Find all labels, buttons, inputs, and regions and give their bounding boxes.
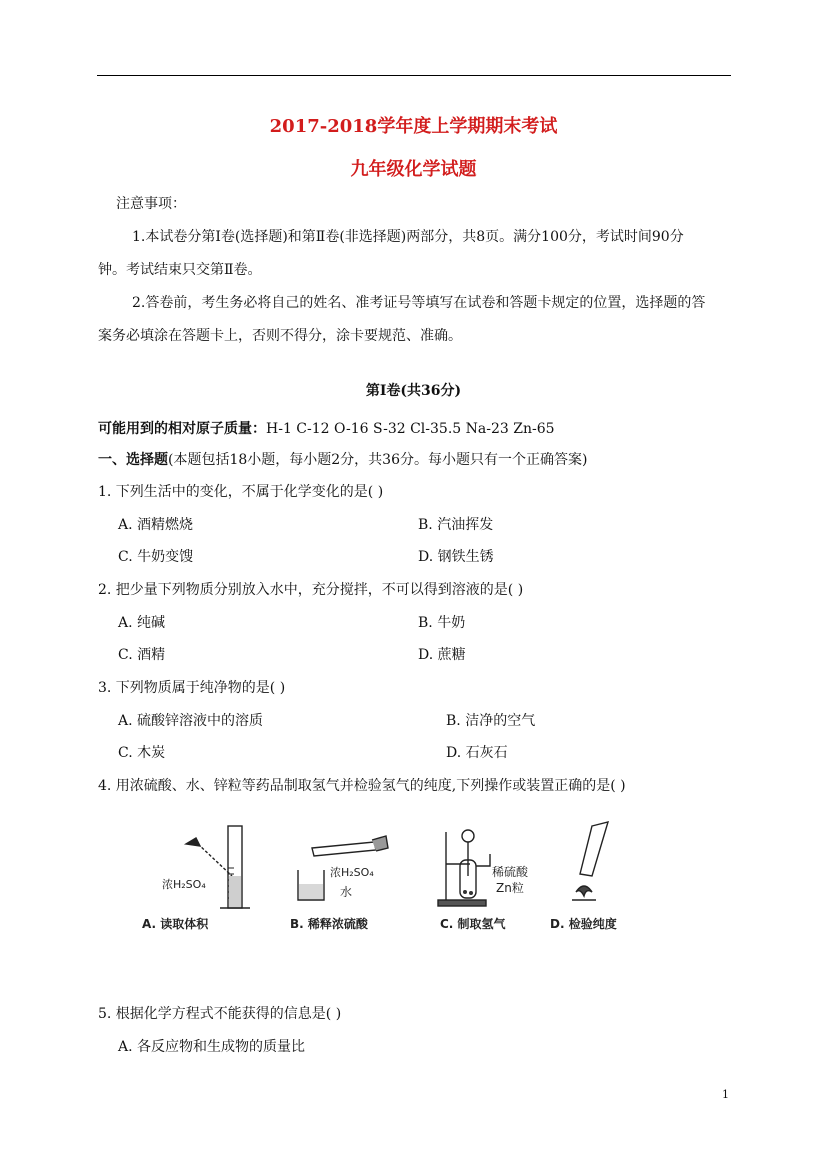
- note-2-line-2: 案务必填涂在答题卡上，否则不得分，涂卡要规范、准确。: [98, 328, 462, 344]
- label-c-acid: 稀硫酸: [492, 865, 529, 879]
- sight-line: [198, 844, 232, 876]
- question-5-option-a: A. 各反应物和生成物的质量比: [118, 1039, 306, 1055]
- question-2-option-d: D. 蔗糖: [418, 647, 466, 663]
- question-2-stem: 2. 把少量下列物质分别放入水中，充分搅拌，不可以得到溶液的是( ): [98, 582, 524, 598]
- label-b-water: 水: [340, 885, 353, 899]
- question-3-stem: 3. 下列物质属于纯净物的是( ): [98, 680, 286, 696]
- caption-d: D. 检验纯度: [550, 917, 617, 931]
- exam-title: 2017-2018学年度上学期期末考试: [269, 116, 558, 137]
- question-2-option-b: B. 牛奶: [418, 615, 466, 631]
- label-b-reagent: 浓H₂SO₄: [330, 866, 374, 879]
- atomic-mass-line: [98, 418, 555, 438]
- cylinder-liquid: [229, 876, 241, 907]
- question-2-option-a: A. 纯碱: [118, 615, 166, 631]
- section-heading: [98, 449, 587, 469]
- question-3-option-d: D. 石灰石: [446, 745, 508, 761]
- beaker-water: [299, 884, 323, 899]
- inverted-test-tube: [580, 822, 608, 876]
- label-c-zn: Zn粒: [496, 881, 524, 895]
- header-rule: [97, 75, 731, 76]
- note-1-line-1: 1.本试卷分第Ⅰ卷(选择题)和第Ⅱ卷(非选择题)两部分，共8页。满分100分，考试时间90分: [132, 229, 684, 245]
- caption-a: A. 读取体积: [142, 917, 209, 931]
- caption-b: B. 稀释浓硫酸: [290, 917, 368, 931]
- flame-icon: [576, 886, 592, 896]
- part1-heading: 第Ⅰ卷(共36分): [365, 383, 462, 399]
- acid-bottle-mouth: [372, 836, 388, 851]
- notes-heading: 注意事项：: [116, 196, 186, 212]
- funnel-bulb: [462, 830, 474, 842]
- note-1-line-2: 钟。考试结束只交第Ⅱ卷。: [98, 262, 262, 278]
- page-number: 1: [722, 1088, 729, 1101]
- section-desc: (本题包括18小题，每小题2分，共36分。每小题只有一个正确答案): [168, 452, 588, 468]
- figure-a-reading-volume: [186, 826, 250, 908]
- question-5-stem: 5. 根据化学方程式不能获得的信息是( ): [98, 1006, 342, 1022]
- figure-c-making-hydrogen: [438, 830, 490, 906]
- exam-subtitle: 九年级化学试题: [350, 159, 477, 180]
- note-2-line-1: 2.答卷前，考生务必将自己的姓名、准考证号等填写在试卷和答题卡规定的位置，选择题的答: [132, 295, 706, 311]
- question-3-option-b: B. 洁净的空气: [446, 713, 536, 729]
- apparatus-figure: [140, 818, 660, 938]
- acid-tube: [312, 842, 376, 856]
- question-1-stem: 1. 下列生活中的变化，不属于化学变化的是( ): [98, 484, 384, 500]
- question-3-option-a: A. 硫酸锌溶液中的溶质: [118, 713, 264, 729]
- caption-c: C. 制取氢气: [440, 917, 506, 931]
- delivery-tube: [476, 854, 490, 866]
- question-1-option-b: B. 汽油挥发: [418, 517, 494, 533]
- question-3-option-c: C. 木炭: [118, 745, 166, 761]
- label-a-reagent: 浓H₂SO₄: [162, 878, 206, 891]
- question-1-option-d: D. 钢铁生锈: [418, 549, 494, 565]
- question-2-option-c: C. 酒精: [118, 647, 166, 663]
- section-label: 一、选择题: [98, 452, 168, 468]
- stand-base: [438, 900, 486, 906]
- figure-d-testing-purity: [572, 822, 608, 900]
- question-4-stem: 4. 用浓硫酸、水、锌粒等药品制取氢气并检验氢气的纯度,下列操作或装置正确的是( ): [98, 778, 626, 794]
- atomic-mass-label: 可能用到的相对原子质量：: [98, 421, 266, 437]
- atomic-mass-values: H-1 C-12 O-16 S-32 Cl-35.5 Na-23 Zn-65: [266, 421, 555, 437]
- question-1-option-c: C. 牛奶变馊: [118, 549, 194, 565]
- question-1-option-a: A. 酒精燃烧: [118, 517, 194, 533]
